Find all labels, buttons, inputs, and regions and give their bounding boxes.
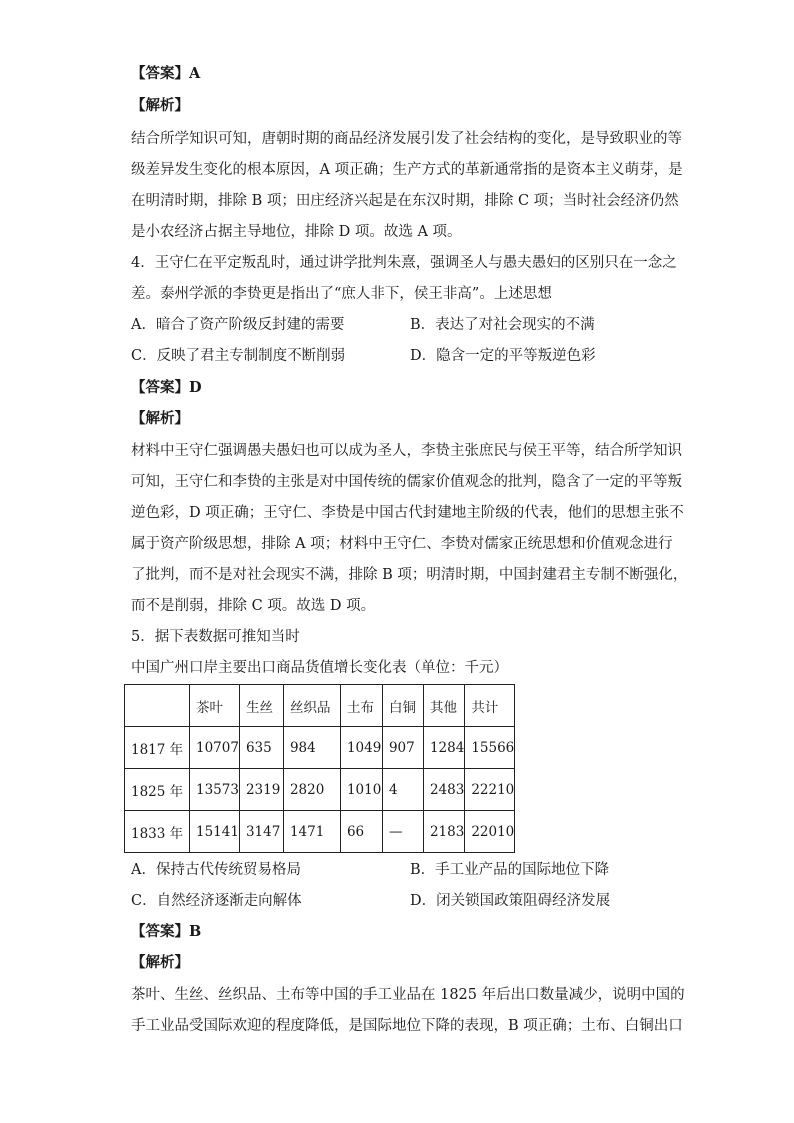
table-cell: 1471 (283, 811, 340, 853)
table-header-cell: 生丝 (239, 685, 283, 727)
table-cell: 2820 (283, 769, 340, 811)
table-header-cell: 茶叶 (190, 685, 240, 727)
q3-analysis-line: 是小农经济占据主导地位，排除 D 项。故选 A 项。 (131, 224, 462, 240)
table-cell: 15566 (465, 727, 515, 769)
q5-option-a: A．保持古代传统贸易格局 (131, 862, 301, 878)
table-row (125, 769, 515, 811)
table-cell: 66 (340, 811, 382, 853)
q5-analysis-label: 【解析】 (131, 954, 189, 971)
table-cell: 22210 (465, 769, 515, 811)
q3-analysis-line: 结合所学知识可知，唐朝时期的商品经济发展引发了社会结构的变化，是导致职业的等 (131, 131, 682, 147)
table-row (125, 811, 515, 853)
table-cell: 4 (382, 769, 423, 811)
q4-analysis-line: 逆色彩，D 项正确；王守仁、李贽是中国古代封建地主阶级的代表，他们的思想主张不 (131, 505, 684, 521)
q4-analysis-line: 了批判，而不是对社会现实不满，排除 B 项；明清时期，中国封建君主专制不断强化， (131, 567, 688, 583)
q5-stem: 5．据下表数据可推知当时 (131, 629, 300, 645)
table-cell: 1284 (423, 727, 464, 769)
q4-option-b: B．表达了对社会现实的不满 (410, 317, 595, 333)
q4-option-d: D．隐含一定的平等叛逆色彩 (410, 348, 596, 364)
q5-table-title: 中国广州口岸主要出口商品货值增长变化表（单位：千元） (131, 660, 508, 676)
table-header-cell (125, 685, 190, 727)
table-header-cell: 共计 (465, 685, 515, 727)
q5-option-c: C．自然经济逐渐走向解体 (131, 893, 302, 909)
export-table (124, 684, 515, 853)
table-cell: 1817 年 (125, 727, 190, 769)
table-cell: 1825 年 (125, 769, 190, 811)
table-header-cell: 丝织品 (283, 685, 340, 727)
table-row (125, 727, 515, 769)
q4-analysis-line: 属于资产阶级思想，排除 A 项；材料中王守仁、李贽对儒家正统思想和价值观念进行 (131, 536, 673, 552)
table-cell: 22010 (465, 811, 515, 853)
table-header-cell: 其他 (423, 685, 464, 727)
q5-analysis-line: 手工业品受国际欢迎的程度降低，是国际地位下降的表现，B 项正确；土布、白铜出口 (131, 1018, 683, 1034)
q4-stem-line: 差。泰州学派的李贽更是指出了“庶人非下，侯王非高”。上述思想 (131, 286, 552, 302)
table-cell: 635 (239, 727, 283, 769)
q3-analysis-line: 在明清时期，排除 B 项；田庄经济兴起是在东汉时期，排除 C 项；当时社会经济仍然 (131, 193, 679, 209)
table-cell: 984 (283, 727, 340, 769)
q3-analysis-label: 【解析】 (131, 97, 189, 114)
q5-option-d: D．闭关锁国政策阻碍经济发展 (410, 893, 611, 909)
table-cell: 15141 (190, 811, 240, 853)
table-header-row (125, 685, 515, 727)
table-cell: — (382, 811, 423, 853)
table-cell: 2319 (239, 769, 283, 811)
table-cell: 907 (382, 727, 423, 769)
q4-option-a: A．暗合了资产阶级反封建的需要 (131, 317, 345, 333)
q5-answer: 【答案】B (131, 923, 202, 940)
q4-answer: 【答案】D (131, 379, 202, 396)
q5-analysis-line: 茶叶、生丝、丝织品、土布等中国的手工业品在 1825 年后出口数量减少，说明中国的 (131, 987, 685, 1003)
q3-answer: 【答案】A (131, 65, 201, 82)
q5-option-b: B．手工业产品的国际地位下降 (410, 862, 610, 878)
table-header-cell: 土布 (340, 685, 382, 727)
table-cell: 10707 (190, 727, 240, 769)
table-cell: 1833 年 (125, 811, 190, 853)
table-cell: 1010 (340, 769, 382, 811)
q4-analysis-line: 材料中王守仁强调愚夫愚妇也可以成为圣人，李贽主张庶民与侯王平等，结合所学知识 (131, 443, 682, 459)
q4-analysis-label: 【解析】 (131, 410, 189, 427)
q4-stem-line: 4．王守仁在平定叛乱时，通过讲学批判朱熹，强调圣人与愚夫愚妇的区别只在一念之 (131, 255, 677, 271)
q4-option-c: C．反映了君主专制制度不断削弱 (131, 348, 346, 364)
q4-analysis-line: 而不是削弱，排除 C 项。故选 D 项。 (131, 598, 376, 614)
q3-analysis-line: 级差异发生变化的根本原因，A 项正确；生产方式的革新通常指的是资本主义萌芽，是 (131, 162, 683, 178)
table-cell: 1049 (340, 727, 382, 769)
table-header-cell: 白铜 (382, 685, 423, 727)
table-cell: 3147 (239, 811, 283, 853)
table-cell: 13573 (190, 769, 240, 811)
q4-analysis-line: 可知，王守仁和李贽的主张是对中国传统的儒家价值观念的批判，隐含了一定的平等叛 (131, 474, 682, 490)
table-cell: 2183 (423, 811, 464, 853)
table-cell: 2483 (423, 769, 464, 811)
